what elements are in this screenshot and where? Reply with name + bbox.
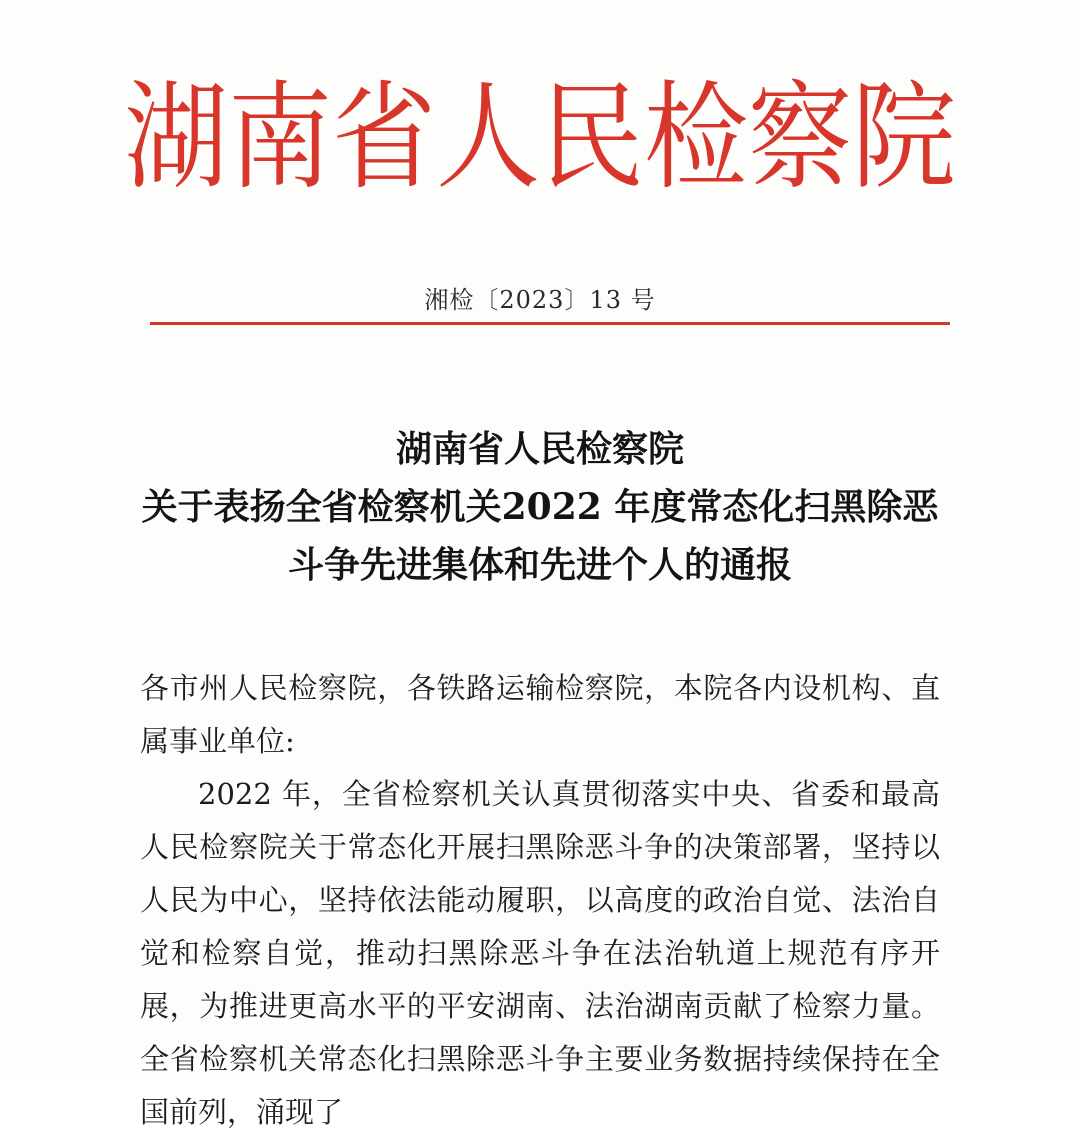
document-body	[140, 662, 940, 1139]
red-separator-line	[150, 322, 950, 325]
masthead-agency-name: 湖南省人民检察院	[123, 68, 956, 206]
addressee: 各市州人民检察院，各铁路运输检察院，本院各内设机构、直属事业单位:	[140, 671, 940, 758]
title-line-3: 斗争先进集体和先进个人的通报	[287, 544, 792, 586]
document-number: 湘检〔2023〕13 号	[424, 286, 656, 314]
body-paragraph-1: 2022 年，全省检察机关认真贯彻落实中央、省委和最高人民检察院关于常态化开展扫黑除恶斗争的决策部署，坚持以人民为中心，坚持依法能动履职，以高度的政治自觉、法治自觉和检察自觉，推动扫黑除恶斗争在法治轨道上规范有序开展，为推进更高水平的平安湖南、法治湖南贡献了检察力量。全省检察机关常态化扫黑除恶斗争主要业务数据持续保持在全国前列，涌现了	[140, 777, 940, 1129]
title-line-2: 关于表扬全省检察机关2022 年度常态化扫黑除恶	[141, 486, 939, 528]
document-title	[0, 420, 1080, 594]
title-line-1: 湖南省人民检察院	[395, 428, 684, 470]
